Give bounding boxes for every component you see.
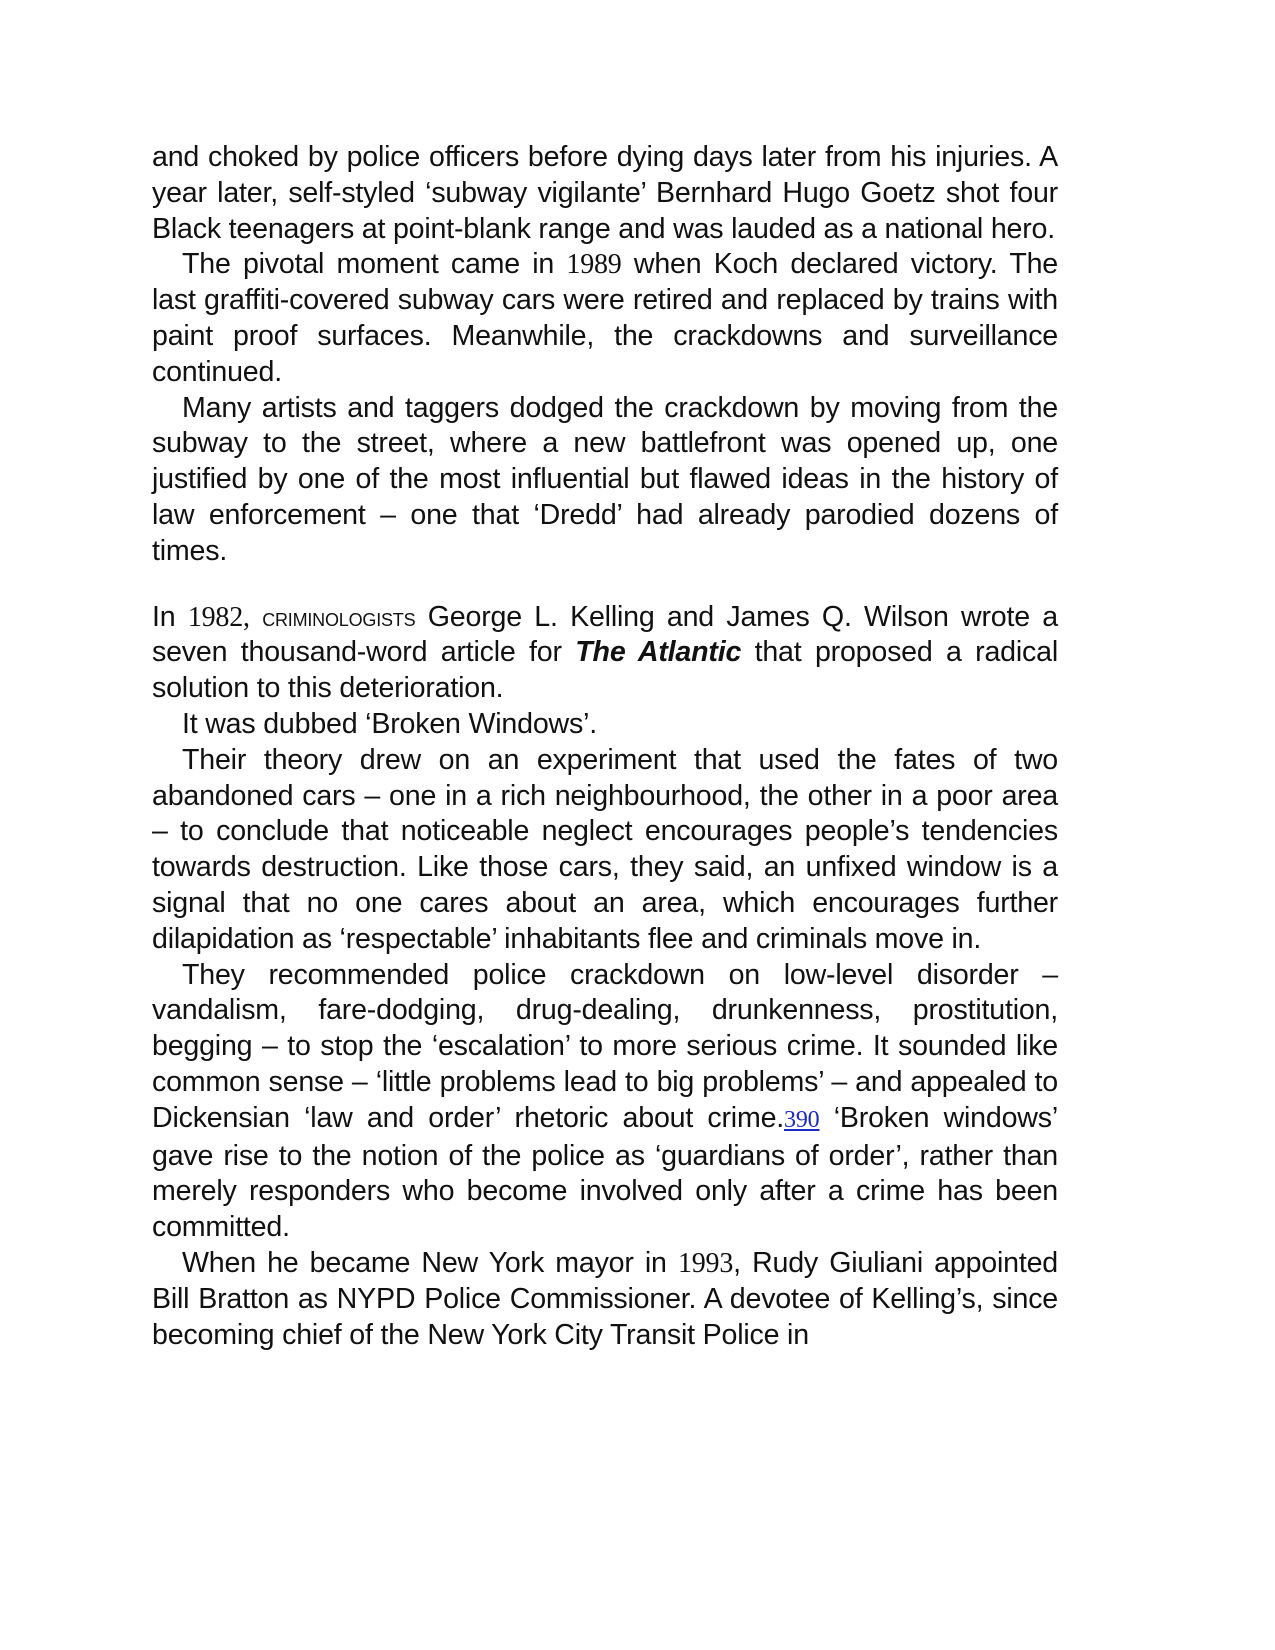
- paragraph-text: George L. Kelling and James Q. Wilson wrote a seven thousand-word article for: [152, 600, 1058, 669]
- paragraph-text: , Rudy Giuliani appointed Bill Bratton as NYPD Police Commissioner. A devotee of Kelling’s, since becoming chief of the New York City Transit Police in: [152, 1246, 1058, 1351]
- paragraph: [152, 1246, 1058, 1353]
- paragraph: [152, 140, 1058, 247]
- paragraph-text: When he became New York mayor in: [182, 1246, 678, 1279]
- initial-word: In: [152, 600, 176, 633]
- section-opening-paragraph: [152, 600, 1058, 707]
- paragraph-text: and choked by police officers before dying days later from his injuries. A year later, self-styled ‘subway vigilante’ Bernhard Hugo Goetz shot four Black teenagers at point-blank range and was lauded as a national hero.: [152, 141, 1058, 245]
- page-body: [152, 140, 1058, 1353]
- smallcaps-word: criminologists: [262, 601, 416, 632]
- paragraph-text: that proposed a radical solution to this deterioration.: [152, 636, 1058, 705]
- paragraph: [152, 958, 1058, 1246]
- section-break: [152, 570, 1058, 600]
- paragraph-text: It was dubbed ‘Broken Windows’.: [182, 707, 597, 740]
- paragraph-text: The pivotal moment came in: [182, 248, 567, 281]
- paragraph-text: ‘Broken windows’ gave rise to the notion of the police as ‘guardians of order’, rather than merely responders who become involved only after a crime has been committed.: [152, 1101, 1058, 1244]
- paragraph: [152, 707, 1058, 743]
- publication-title: The Atlantic: [575, 636, 742, 669]
- paragraph-text: when Koch declared victory. The last graffiti-covered subway cars were retired and replaced by trains with paint proof surfaces. Meanwhile, the crackdowns and surveillance continued.: [152, 248, 1058, 388]
- paragraph-text: They recommended police crackdown on low-level disorder – vandalism, fare-dodging, drug-dealing, drunkenness, prostitution, begging – to stop the ‘escalation’ to more serious crime. It sounded like common sense – ‘little problems lead to big problems’ – and appealed to Dickensian ‘law and order’ rhetoric about crime.: [152, 958, 1058, 1134]
- year: 1982,: [187, 601, 250, 633]
- paragraph: [152, 743, 1058, 958]
- paragraph-text: Their theory drew on an experiment that used the fates of two abandoned cars – one in a rich neighbourhood, the other in a poor area – to conclude that noticeable neglect encourages people’s tendencies towards destruction. Like those cars, they said, an unfixed window is a signal that no one cares about an area, which encourages further dilapidation as ‘respectable’ inhabitants flee and criminals move in.: [152, 743, 1058, 955]
- paragraph: [152, 247, 1058, 390]
- year: 1989: [566, 249, 622, 281]
- year: 1993: [677, 1247, 734, 1279]
- footnote-link[interactable]: 390: [784, 1106, 820, 1133]
- paragraph: [152, 391, 1058, 570]
- paragraph-text: Many artists and taggers dodged the crackdown by moving from the subway to the street, where a new battlefront was opened up, one justified by one of the most influential but flawed ideas in the history of law enforcement – one that ‘Dredd’ had already parodied dozens of times.: [152, 391, 1058, 567]
